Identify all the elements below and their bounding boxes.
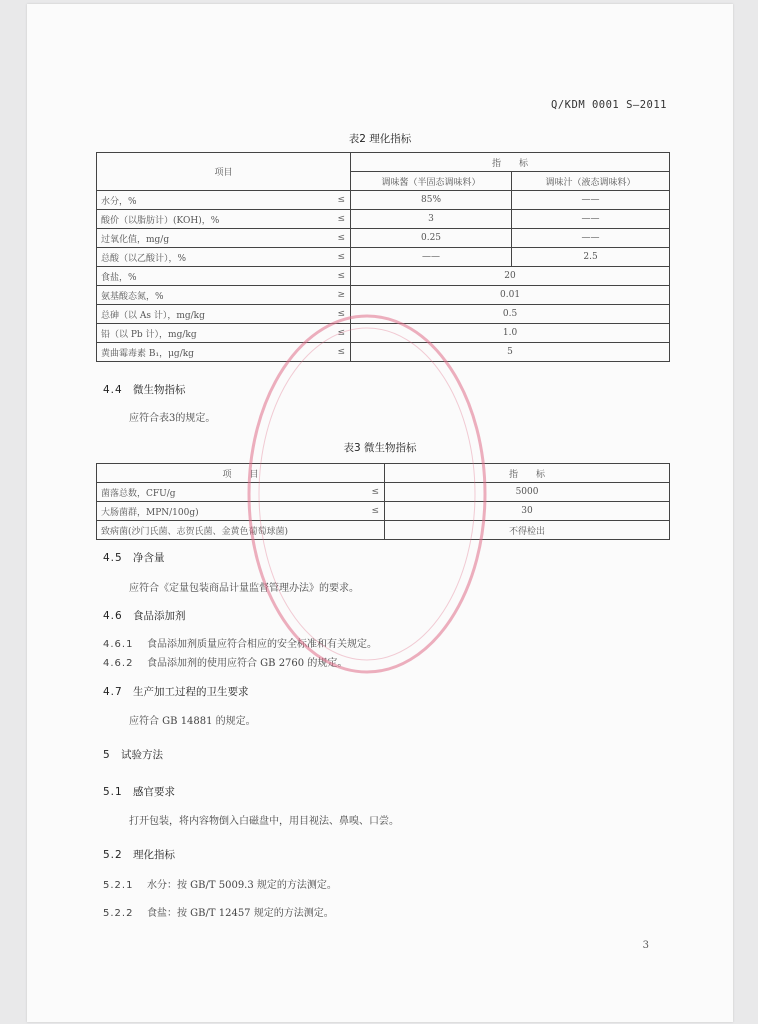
section-4-4-text: 应符合表3的规定。 [129,413,216,424]
row-symbol: ≤ [333,324,351,343]
row-value: 0.01 [351,286,670,305]
row-value: 5000 [385,483,670,502]
section-4-7-heading: 4.7 生产加工过程的卫生要求 [103,686,249,698]
document-page [27,4,733,1022]
row-symbol: ≤ [367,502,385,521]
row-symbol: ≤ [333,267,351,286]
row-value-col1: 0.25 [351,229,512,248]
row-symbol: ≤ [333,343,351,362]
table-row [97,248,670,267]
table-row [97,267,670,286]
section-5-heading: 5 试验方法 [103,749,163,761]
table3-item-header: 项 目 [97,464,385,483]
standard-code: Q/KDM 0001 S—2011 [551,99,667,111]
table3-caption: 表3 微生物指标 [343,442,417,454]
row-symbol: ≥ [333,286,351,305]
row-value-col1: 3 [351,210,512,229]
table-row [97,229,670,248]
row-symbol: ≤ [333,305,351,324]
row-item: 总酸（以乙酸计），% [97,248,333,267]
table-row [97,343,670,362]
row-symbol: ≤ [333,229,351,248]
table-row [97,502,670,521]
row-item: 黄曲霉毒素 B₁，μg/kg [97,343,333,362]
row-value-col2: 2.5 [512,248,670,267]
row-item: 食盐，% [97,267,333,286]
row-value: 0.5 [351,305,670,324]
row-value-col2: —— [512,229,670,248]
table2-item-header: 项目 [97,153,351,191]
row-symbol: ≤ [333,191,351,210]
row-value: 5 [351,343,670,362]
table2-index-header: 指 标 [351,153,670,172]
row-value: 1.0 [351,324,670,343]
table-row [97,286,670,305]
section-5-2-2-text: 5.2.2 食盐：按 GB/T 12457 规定的方法测定。 [103,908,334,919]
section-4-4-heading: 4.4 微生物指标 [103,384,186,396]
row-symbol: ≤ [333,248,351,267]
table2-caption: 表2 理化指标 [348,133,412,145]
table2-col1-header: 调味酱（半固态调味料） [351,172,512,191]
section-4-6-1-text: 4.6.1 食品添加剂质量应符合相应的安全标准和有关规定。 [103,639,377,650]
table-row [97,305,670,324]
table3 [96,463,670,540]
row-value-col1: —— [351,248,512,267]
row-value-col1: 85% [351,191,512,210]
row-item: 菌落总数，CFU/g [97,483,367,502]
row-item: 铅（以 Pb 计），mg/kg [97,324,333,343]
section-4-7-text: 应符合 GB 14881 的规定。 [129,716,256,727]
section-4-5-heading: 4.5 净含量 [103,552,165,564]
table-row [97,210,670,229]
table2-col2-header: 调味汁（液态调味料） [512,172,670,191]
row-item: 氨基酸态氮，% [97,286,333,305]
section-4-6-heading: 4.6 食品添加剂 [103,610,186,622]
section-5-2-1-text: 5.2.1 水分：按 GB/T 5009.3 规定的方法测定。 [103,880,337,891]
row-symbol [367,521,385,540]
table2 [96,152,670,362]
section-4-5-text: 应符合《定量包装商品计量监督管理办法》的要求。 [129,583,359,594]
page-number: 3 [642,940,649,951]
row-value: 20 [351,267,670,286]
table-row [97,483,670,502]
row-value-col2: —— [512,191,670,210]
section-5-2-heading: 5.2 理化指标 [103,849,175,861]
section-4-6-2-text: 4.6.2 食品添加剂的使用应符合 GB 2760 的规定。 [103,658,348,669]
row-item: 水分，% [97,191,333,210]
row-item: 大肠菌群，MPN/100g) [97,502,367,521]
section-5-1-heading: 5.1 感官要求 [103,786,175,798]
table-row [97,191,670,210]
section-5-1-text: 打开包装，将内容物倒入白磁盘中，用目视法、鼻嗅、口尝。 [129,816,399,827]
row-value: 不得检出 [385,521,670,540]
row-value-col2: —— [512,210,670,229]
table-row [97,521,670,540]
row-value: 30 [385,502,670,521]
row-item: 过氧化值，mg/g [97,229,333,248]
row-item: 酸价（以脂肪计）(KOH)，% [97,210,333,229]
row-item: 致病菌(沙门氏菌、志贺氏菌、金黄色葡萄球菌) [97,521,367,540]
table-row [97,324,670,343]
table3-index-header: 指 标 [385,464,670,483]
row-symbol: ≤ [333,210,351,229]
row-item: 总砷（以 As 计），mg/kg [97,305,333,324]
row-symbol: ≤ [367,483,385,502]
